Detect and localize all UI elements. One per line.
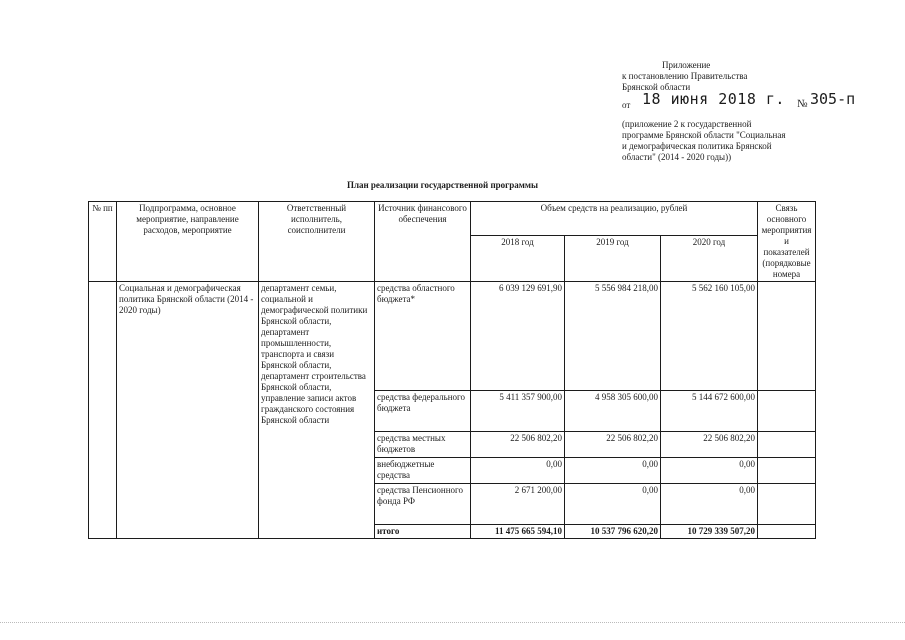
header-year-2018: 2018 год — [471, 235, 565, 281]
header-executor: Ответственный исполнитель, соисполнители — [259, 202, 375, 282]
source-cell: средства местных бюджетов — [375, 432, 471, 458]
plan-table — [88, 201, 816, 539]
appendix-note-1: (приложение 2 к государственной — [622, 119, 752, 129]
link-cell — [758, 282, 816, 391]
header-subprogram: Подпрограмма, основное мероприятие, направление расходов, мероприятие — [117, 202, 259, 282]
header-link: Связь основного мероприятия и показателей (порядковые номера — [758, 202, 816, 282]
header-source: Источник финансового обеспечения — [375, 202, 471, 282]
link-cell — [758, 458, 816, 484]
program-name: Социальная и демографическая политика Брянской области (2014 - 2020 годы) — [117, 282, 259, 539]
value-2020: 0,00 — [661, 484, 758, 525]
value-2019: 5 556 984 218,00 — [565, 282, 661, 391]
table-row — [89, 282, 816, 391]
header-volume: Объем средств на реализацию, рублей — [471, 202, 758, 236]
appendix-note-3: и демографическая политика Брянской — [622, 141, 772, 151]
date-prefix: от — [622, 100, 631, 110]
appendix-line-2: Брянской области — [622, 82, 691, 92]
appendix-note-2: программе Брянской области "Социальная — [622, 130, 786, 140]
source-cell: внебюджетные средства — [375, 458, 471, 484]
number-sign: № — [797, 98, 808, 110]
scan-artifact-line — [0, 622, 905, 623]
total-2019: 10 537 796 620,20 — [565, 525, 661, 539]
appendix-header — [622, 60, 892, 163]
value-2020: 5 562 160 105,00 — [661, 282, 758, 391]
resolution-date: 18 июня 2018 г. — [642, 90, 785, 108]
plan-title: План реализации государственной программы — [346, 180, 539, 190]
link-cell — [758, 525, 816, 539]
appendix-line-1: к постановлению Правительства — [622, 71, 748, 81]
date-line — [622, 90, 892, 112]
source-cell: средства Пенсионного фонда РФ — [375, 484, 471, 525]
header-num: № пп — [89, 202, 117, 282]
cell-num — [89, 282, 117, 539]
total-2020: 10 729 339 507,20 — [661, 525, 758, 539]
header-year-2020: 2020 год — [661, 235, 758, 281]
link-cell — [758, 484, 816, 525]
value-2020: 22 506 802,20 — [661, 432, 758, 458]
source-cell: средства федерального бюджета — [375, 391, 471, 432]
plan-title-wrap — [0, 180, 905, 190]
value-2018: 0,00 — [471, 458, 565, 484]
link-cell — [758, 391, 816, 432]
value-2019: 0,00 — [565, 484, 661, 525]
value-2019: 22 506 802,20 — [565, 432, 661, 458]
total-2018: 11 475 665 594,10 — [471, 525, 565, 539]
value-2020: 5 144 672 600,00 — [661, 391, 758, 432]
value-2018: 22 506 802,20 — [471, 432, 565, 458]
value-2018: 5 411 357 900,00 — [471, 391, 565, 432]
value-2018: 6 039 129 691,90 — [471, 282, 565, 391]
appendix-title: Приложение — [662, 60, 711, 70]
executor-list: департамент семьи, социальной и демографической политики Брянской области, департамент промышленности, транспорта и связи Брянской области, департамент строительства Брянской области, управление записи актов гражданского состояния Брянской области — [259, 282, 375, 539]
value-2019: 4 958 305 600,00 — [565, 391, 661, 432]
resolution-number: 305-п — [810, 90, 856, 108]
value-2019: 0,00 — [565, 458, 661, 484]
value-2018: 2 671 200,00 — [471, 484, 565, 525]
source-cell-total: итого — [375, 525, 471, 539]
value-2020: 0,00 — [661, 458, 758, 484]
appendix-note-4: области" (2014 - 2020 годы)) — [622, 152, 732, 162]
source-cell: средства областного бюджета* — [375, 282, 471, 391]
header-year-2019: 2019 год — [565, 235, 661, 281]
link-cell — [758, 432, 816, 458]
